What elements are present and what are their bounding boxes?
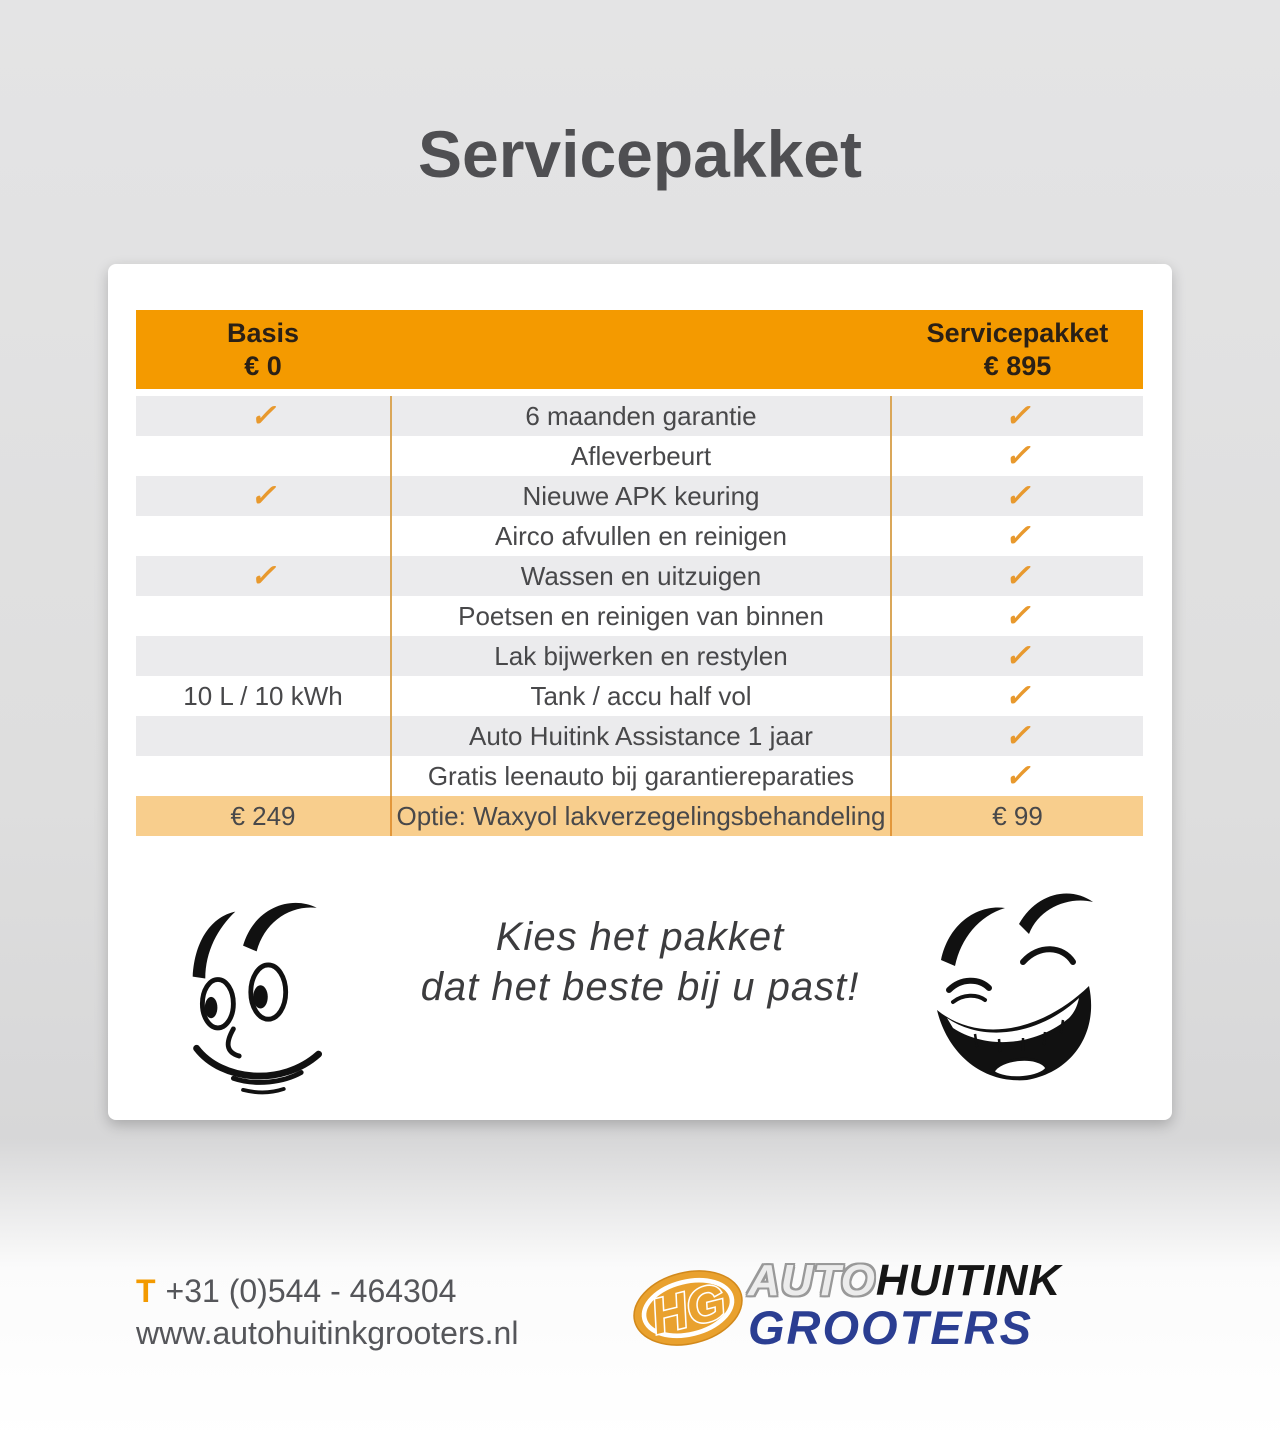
basis-cell [136,436,390,476]
basis-cell [136,596,390,636]
servicepakket-cell [892,636,1143,676]
hg-badge-icon [630,1262,746,1354]
checkmark-icon: ✓ [1004,558,1031,593]
table-row [136,716,1143,756]
checkmark-icon: ✓ [1004,638,1031,673]
service-label-cell: Optie: Waxyol lakverzegelingsbehandeling [390,796,892,836]
service-label-cell: Auto Huitink Assistance 1 jaar [390,716,892,756]
table-body [136,396,1143,836]
company-logo [630,1256,1160,1360]
checkmark-icon: ✓ [1004,678,1031,713]
basis-cell: 10 L / 10 kWh [183,681,343,711]
checkmark-icon: ✓ [1004,598,1031,633]
basis-cell [136,636,390,676]
servicepakket-cell [892,596,1143,636]
servicepakket-card [108,264,1172,1120]
tagline-line1: Kies het pakket [495,915,785,959]
page-title: Servicepakket [418,117,862,191]
servicepakket-cell [892,476,1143,516]
table-row [136,796,1143,836]
servicepakket-cell: € 99 [992,801,1043,831]
table-row [136,756,1143,796]
phone-number: +31 (0)544 - 464304 [165,1273,457,1309]
servicepakket-cell [892,436,1143,476]
servicepakket-cell [892,556,1143,596]
footer-contact [136,1270,518,1354]
checkmark-icon: ✓ [1004,718,1031,753]
table-row [136,476,1143,516]
service-label-cell: Tank / accu half vol [390,676,892,716]
logo-wordmark [748,1258,1061,1352]
servicepakket-cell [892,756,1143,796]
servicepakket-cell [892,716,1143,756]
checkmark-icon: ✓ [250,398,276,433]
basis-cell: € 249 [230,801,296,831]
service-label-cell: Wassen en uitzuigen [390,556,892,596]
basis-cell [136,516,390,556]
checkmark-icon: ✓ [1004,758,1031,793]
service-label-cell: Airco afvullen en reinigen [390,516,892,556]
servicepakket-price: € 895 [983,350,1052,381]
table-header [136,310,1143,389]
table-row [136,596,1143,636]
basis-cell [136,396,390,436]
checkmark-icon: ✓ [250,478,276,513]
header-basis [136,310,390,389]
checkmark-icon: ✓ [1004,518,1031,553]
website-link[interactable]: www.autohuitinkgrooters.nl [136,1315,519,1351]
logo-grooters: GROOTERS [748,1301,1033,1354]
checkmark-icon: ✓ [1004,398,1031,433]
tagline-line2: dat het beste bij u past! [420,965,860,1009]
tagline [108,912,1172,1012]
service-label-cell: Nieuwe APK keuring [390,476,892,516]
checkmark-icon: ✓ [250,558,276,593]
basis-price: € 0 [244,350,282,381]
phone-line [136,1270,518,1312]
phone-label: T [136,1273,156,1309]
servicepakket-title: Servicepakket [926,317,1109,348]
basis-cell [136,756,390,796]
servicepakket-cell [892,396,1143,436]
servicepakket-cell [892,516,1143,556]
checkmark-icon: ✓ [1004,438,1031,473]
basis-title: Basis [226,317,300,348]
price-comparison-table [136,310,1143,836]
basis-cell [136,556,390,596]
header-servicepakket [892,310,1143,389]
service-label-cell: Gratis leenauto bij garantiereparaties [390,756,892,796]
logo-auto: AUTO [748,1256,876,1305]
header-spacer [390,310,892,389]
checkmark-icon: ✓ [1004,478,1031,513]
table-row [136,636,1143,676]
service-label-cell: 6 maanden garantie [390,396,892,436]
hg-badge-text: HG [645,1273,731,1345]
basis-cell [136,716,390,756]
table-row [136,396,1143,436]
service-label-cell: Afleverbeurt [390,436,892,476]
service-label-cell: Poetsen en reinigen van binnen [390,596,892,636]
logo-huitink: HUITINK [875,1256,1062,1305]
service-label-cell: Lak bijwerken en restylen [390,636,892,676]
servicepakket-cell [892,676,1143,716]
table-row [136,676,1143,716]
table-row [136,556,1143,596]
table-row [136,516,1143,556]
basis-cell [136,476,390,516]
table-row [136,436,1143,476]
